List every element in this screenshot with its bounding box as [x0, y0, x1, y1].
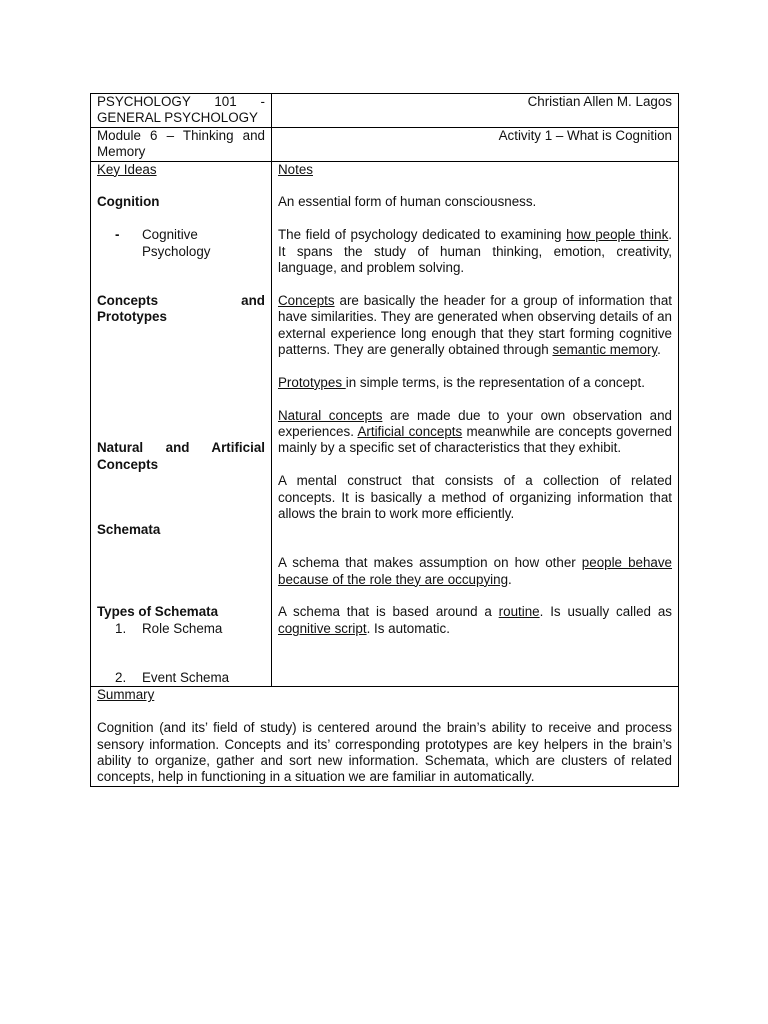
note-cognitive-script-underlined: cognitive script — [278, 620, 367, 636]
body-row — [91, 161, 679, 687]
list-number-1: 1. — [115, 620, 127, 636]
key-concepts-line-1: Concepts and — [97, 292, 265, 308]
module-cell — [91, 127, 272, 161]
note-cogpsy-underlined: how people think — [566, 227, 669, 243]
course-line-2: GENERAL PSYCHOLOGY — [97, 110, 258, 126]
key-natural-line-2: Concepts — [97, 456, 159, 472]
note-artificial-underlined: Artificial concepts — [357, 424, 463, 440]
activity-title: Activity 1 – What is Cognition — [498, 127, 672, 143]
event-schema-label: Event Schema — [142, 669, 230, 685]
note-cogpsy-text: The field of psychology dedicated to examining — [278, 227, 567, 243]
note-event-mid: . Is usually called as — [539, 604, 672, 620]
note-routine-underlined: routine — [498, 604, 540, 620]
key-cognition: Cognition — [97, 194, 160, 210]
notes-column — [272, 161, 679, 687]
note-natural-underlined: Natural concepts — [278, 407, 383, 423]
summary-text: Cognition (and its’ field of study) is centered around the brain’s ability to receive and process sensory information. Concepts and its’ corresponding prototypes are key helpers in the brain’s ability to organize, gather and sort new information. Schemata, which are clusters of related concepts, help in functioning in a situation we are familiar in automatically. — [97, 720, 672, 785]
key-role-schema — [97, 621, 265, 637]
note-concepts-end: . — [657, 342, 661, 358]
note-natural-artificial — [278, 408, 672, 457]
key-cognitive-psychology — [97, 227, 265, 260]
course-line-1: PSYCHOLOGY 101 - — [97, 94, 265, 109]
key-ideas-column — [91, 161, 272, 687]
key-schemata: Schemata — [97, 522, 161, 538]
note-concepts — [278, 293, 672, 359]
key-types-of-schemata: Types of Schemata — [97, 604, 219, 620]
key-concepts-line-2: Prototypes — [97, 309, 167, 325]
note-artificial-text: meanwhile are concepts governed mainly by a specific set of characteristics that they exhibit. — [278, 424, 673, 456]
author-name: Christian Allen M. Lagos — [527, 94, 672, 109]
note-cognition: An essential form of human consciousness. — [278, 194, 537, 210]
key-event-schema — [97, 670, 265, 686]
list-number-2: 2. — [115, 669, 127, 685]
key-natural-line-1: Natural and Artificial — [97, 440, 265, 456]
summary-cell — [91, 687, 679, 786]
note-role-end: . — [508, 571, 512, 587]
note-role-text: A schema that makes assumption on how other — [278, 555, 582, 571]
summary-heading: Summary — [97, 687, 155, 703]
cornell-notes-table — [90, 93, 679, 787]
key-cognitive-psychology-line-1: Cognitive — [142, 227, 198, 243]
role-schema-label: Role Schema — [142, 620, 223, 636]
note-prototypes-underlined: Prototypes — [278, 374, 346, 390]
course-cell — [91, 94, 272, 128]
key-cognitive-psychology-line-2: Psychology — [142, 243, 211, 259]
note-natural-text: are made due to your own observation and experiences. — [278, 407, 673, 440]
key-ideas-heading: Key Ideas — [97, 161, 157, 177]
module-line-1: Module 6 – Thinking and — [97, 127, 265, 143]
note-event-text: A schema that is based around a — [278, 604, 499, 620]
dash-bullet: - — [115, 227, 120, 243]
note-semantic-memory-underlined: semantic memory — [552, 342, 658, 358]
note-concepts-text: are basically the header for a group of information that have similarities. They are generated when observing details of an external experience long enough that they start forming cognitive patterns. They are generally obtained through — [278, 292, 672, 358]
module-line-2: Memory — [97, 144, 146, 160]
note-schemata: A mental construct that consists of a collection of related concepts. It is basically a method of organizing information that allows the brain to work more efficiently. — [278, 473, 672, 522]
note-role-underlined: people behave because of the role they are occupying — [278, 555, 672, 587]
note-role-schema — [278, 555, 672, 588]
note-event-schema — [278, 604, 672, 637]
note-concepts-underlined: Concepts — [278, 292, 335, 308]
author-cell — [272, 94, 679, 128]
activity-cell — [272, 127, 679, 161]
note-cogpsy-text-end: . It spans the study of human thinking, emotion, creativity, language, and problem solving. — [278, 227, 672, 276]
summary-row — [91, 687, 679, 786]
note-event-end: . Is automatic. — [366, 620, 450, 636]
note-prototypes-text: in simple terms, is the representation of a concept. — [345, 374, 645, 390]
note-prototypes — [278, 375, 672, 391]
header-row-module — [91, 127, 679, 161]
notes-heading: Notes — [278, 161, 313, 177]
header-row-course — [91, 94, 679, 128]
note-cognitive-psychology — [278, 227, 672, 276]
